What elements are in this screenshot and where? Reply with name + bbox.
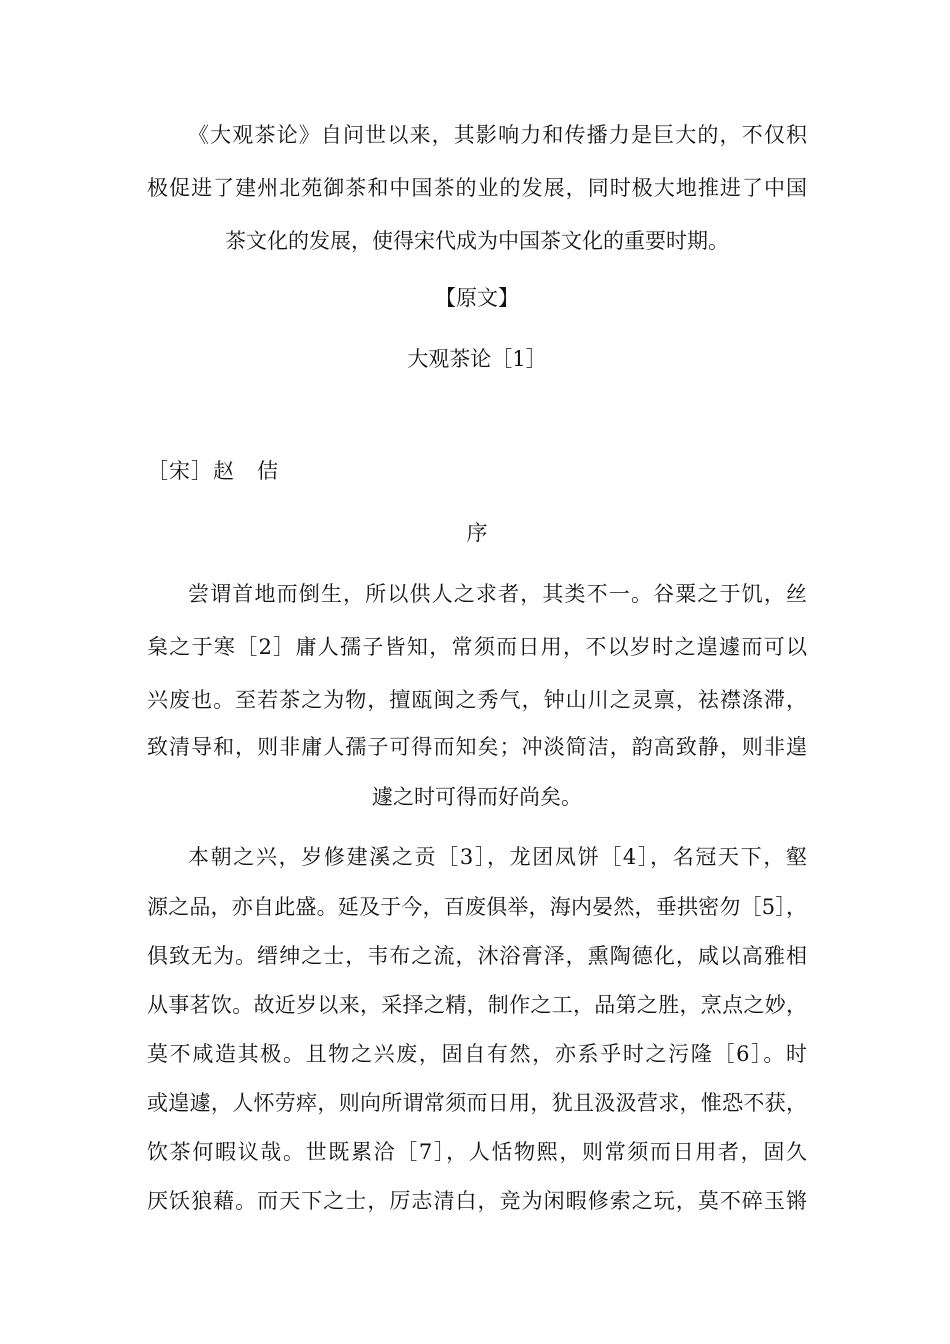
intro-line-1: 《大观茶论》自问世以来，其影响力和传播力是巨大的，不仅积 xyxy=(188,123,807,147)
author-line: ［宋］赵 佶 xyxy=(147,459,279,483)
paragraph2-line-5: 莫不咸造其极。且物之兴废，固自有然，亦系乎时之污隆［6］。时 xyxy=(147,1042,807,1066)
preface-heading: 序 xyxy=(466,521,488,545)
paragraph1-line-1: 尝谓首地而倒生，所以供人之求者，其类不一。谷粟之于饥，丝 xyxy=(188,582,807,606)
paragraph2-line-1: 本朝之兴，岁修建溪之贡［3］，龙团凤饼［4］，名冠天下，壑 xyxy=(188,845,807,869)
paragraph1-line-3: 兴废也。至若茶之为物，擅瓯闽之秀气，钟山川之灵禀，祛襟涤滞， xyxy=(147,688,807,712)
section-heading: 【原文】 xyxy=(435,286,519,310)
paragraph2-line-8: 厌饫狼藉。而天下之士，厉志清白，竞为闲暇修索之玩，莫不碎玉锵 xyxy=(147,1189,807,1213)
paragraph1-line-2: 枲之于寒［2］庸人孺子皆知，常须而日用，不以岁时之遑遽而可以 xyxy=(147,635,807,659)
intro-line-3: 茶文化的发展，使得宋代成为中国茶文化的重要时期。 xyxy=(225,229,729,253)
intro-line-2: 极促进了建州北苑御茶和中国茶的业的发展，同时极大地推进了中国 xyxy=(147,176,807,200)
paragraph2-line-7: 饮茶何暇议哉。世既累洽［7］，人恬物熙，则常须而日用者，固久 xyxy=(147,1140,807,1164)
paragraph2-line-3: 俱致无为。缙绅之士，韦布之流，沐浴膏泽，熏陶德化，咸以高雅相 xyxy=(147,944,807,968)
paragraph2-line-6: 或遑遽，人怀劳瘁，则向所谓常须而日用，犹且汲汲营求，惟恐不获， xyxy=(147,1091,807,1115)
paragraph2-line-2: 源之品，亦自此盛。延及于今，百废俱举，海内晏然，垂拱密勿［5］， xyxy=(147,895,807,919)
paragraph1-line-4: 致清导和，则非庸人孺子可得而知矣；冲淡简洁，韵高致静，则非遑 xyxy=(147,735,807,759)
work-title: 大观茶论［1］ xyxy=(407,347,547,371)
paragraph1-line-5: 遽之时可得而好尚矣。 xyxy=(372,785,582,809)
paragraph2-line-4: 从事茗饮。故近岁以来，采择之精，制作之工，品第之胜，烹点之妙， xyxy=(147,993,807,1017)
